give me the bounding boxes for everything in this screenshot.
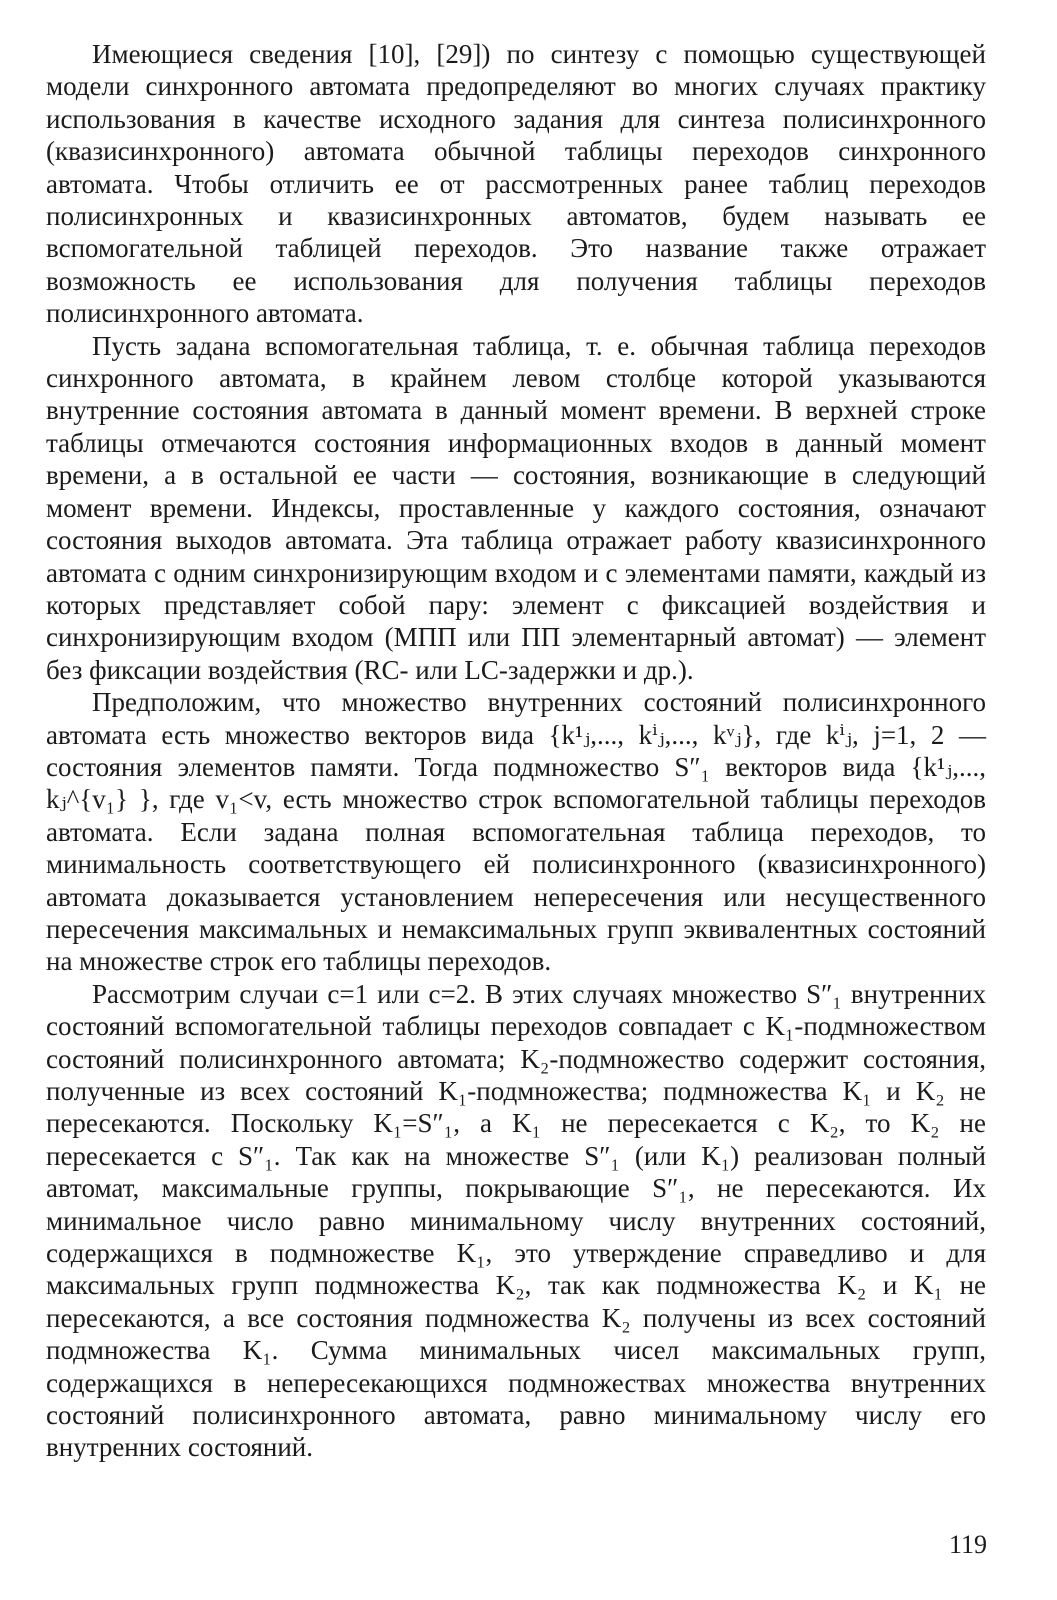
paragraph-4: Рассмотрим случаи c=1 или c=2. В этих случаях множество S″₁ внутренних состояний вспомогательной таблицы переходов совпадает с K₁-подмножеством состояний полисинхронного автомата; K₂-подмножество содержит состояния, полученные из всех состояний K₁-подмножества; подмножества K₁ и K₂ не пересекаются. Поскольку K₁=S″₁, а K₁ не пересекается с K₂, то K₂ не пересекается с S″₁. Так как на множестве S″₁ (или K₁) реализован полный автомат, максимальные группы, покрывающие S″₁, не пересекаются. Их минимальное число равно минимальному числу внутренних состояний, содержащихся в подмножестве K₁, это утверждение справедливо и для максимальных групп подмножества K₂, так как подмножества K₂ и K₁ не пересекаются, а все состояния подмножества K₂ получены из всех состояний подмножества K₁. Сумма минимальных чисел максимальных групп, содержащихся в непересекающихся подмножествах множества внутренних состояний полисинхронного автомата, равно минимальному числу его внутренних состояний. bbox=[46, 978, 986, 1463]
document-page bbox=[46, 38, 986, 1538]
paragraph-2: Пусть задана вспомогательная таблица, т. е. обычная таблица переходов синхронного автомата, в крайнем левом столбце которой указываются внутренние состояния автомата в данный момент времени. В верхней строке таблицы отмечаются состояния информационных входов в данный момент времени, а в остальной ее части — состояния, возникающие в следующий момент времени. Индексы, проставленные у каждого состояния, означают состояния выходов автомата. Эта таблица отражает работу квазисинхронного автомата с одним синхронизирующим входом и с элементами памяти, каждый из которых представляет собой пару: элемент с фиксацией воздействия и синхронизирующим входом (МПП или ПП элементарный автомат) — элемент без фиксации воздействия (RC- или LC-задержки и др.). bbox=[46, 330, 986, 685]
page-number: 119 bbox=[948, 1530, 987, 1559]
paragraph-1: Имеющиеся сведения [10], [29]) по синтезу с помощью существующей модели синхронного автомата предопределяют во многих случаях практику использования в качестве исходного задания для синтеза полисинхронного (квазисинхронного) автомата обычной таблицы переходов синхронного автомата. Чтобы отличить ее от рассмотренных ранее таблиц переходов полисинхронных и квазисинхронных автоматов, будем называть ее вспомогательной таблицей переходов. Это название также отражает возможность ее использования для получения таблицы переходов полисинхронного автомата. bbox=[46, 39, 986, 329]
paragraph-3: Предположим, что множество внутренних состояний полисинхронного автомата есть множество векторов вида {k¹ⱼ,..., kⁱⱼ,..., kᵛⱼ}, где kⁱⱼ, j=1, 2 — состояния элементов памяти. Тогда подмножество S″₁ векторов вида {k¹ⱼ,..., kⱼ^{v₁} }, где v₁<v, есть множество строк вспомогательной таблицы переходов автомата. Если задана полная вспомогательная таблица переходов, то минимальность соответствующего ей полисинхронного (квазисинхронного) автомата доказывается установлением непересечения или несущественного пересечения максимальных и немаксимальных групп эквивалентных состояний на множестве строк его таблицы переходов. bbox=[46, 687, 986, 977]
